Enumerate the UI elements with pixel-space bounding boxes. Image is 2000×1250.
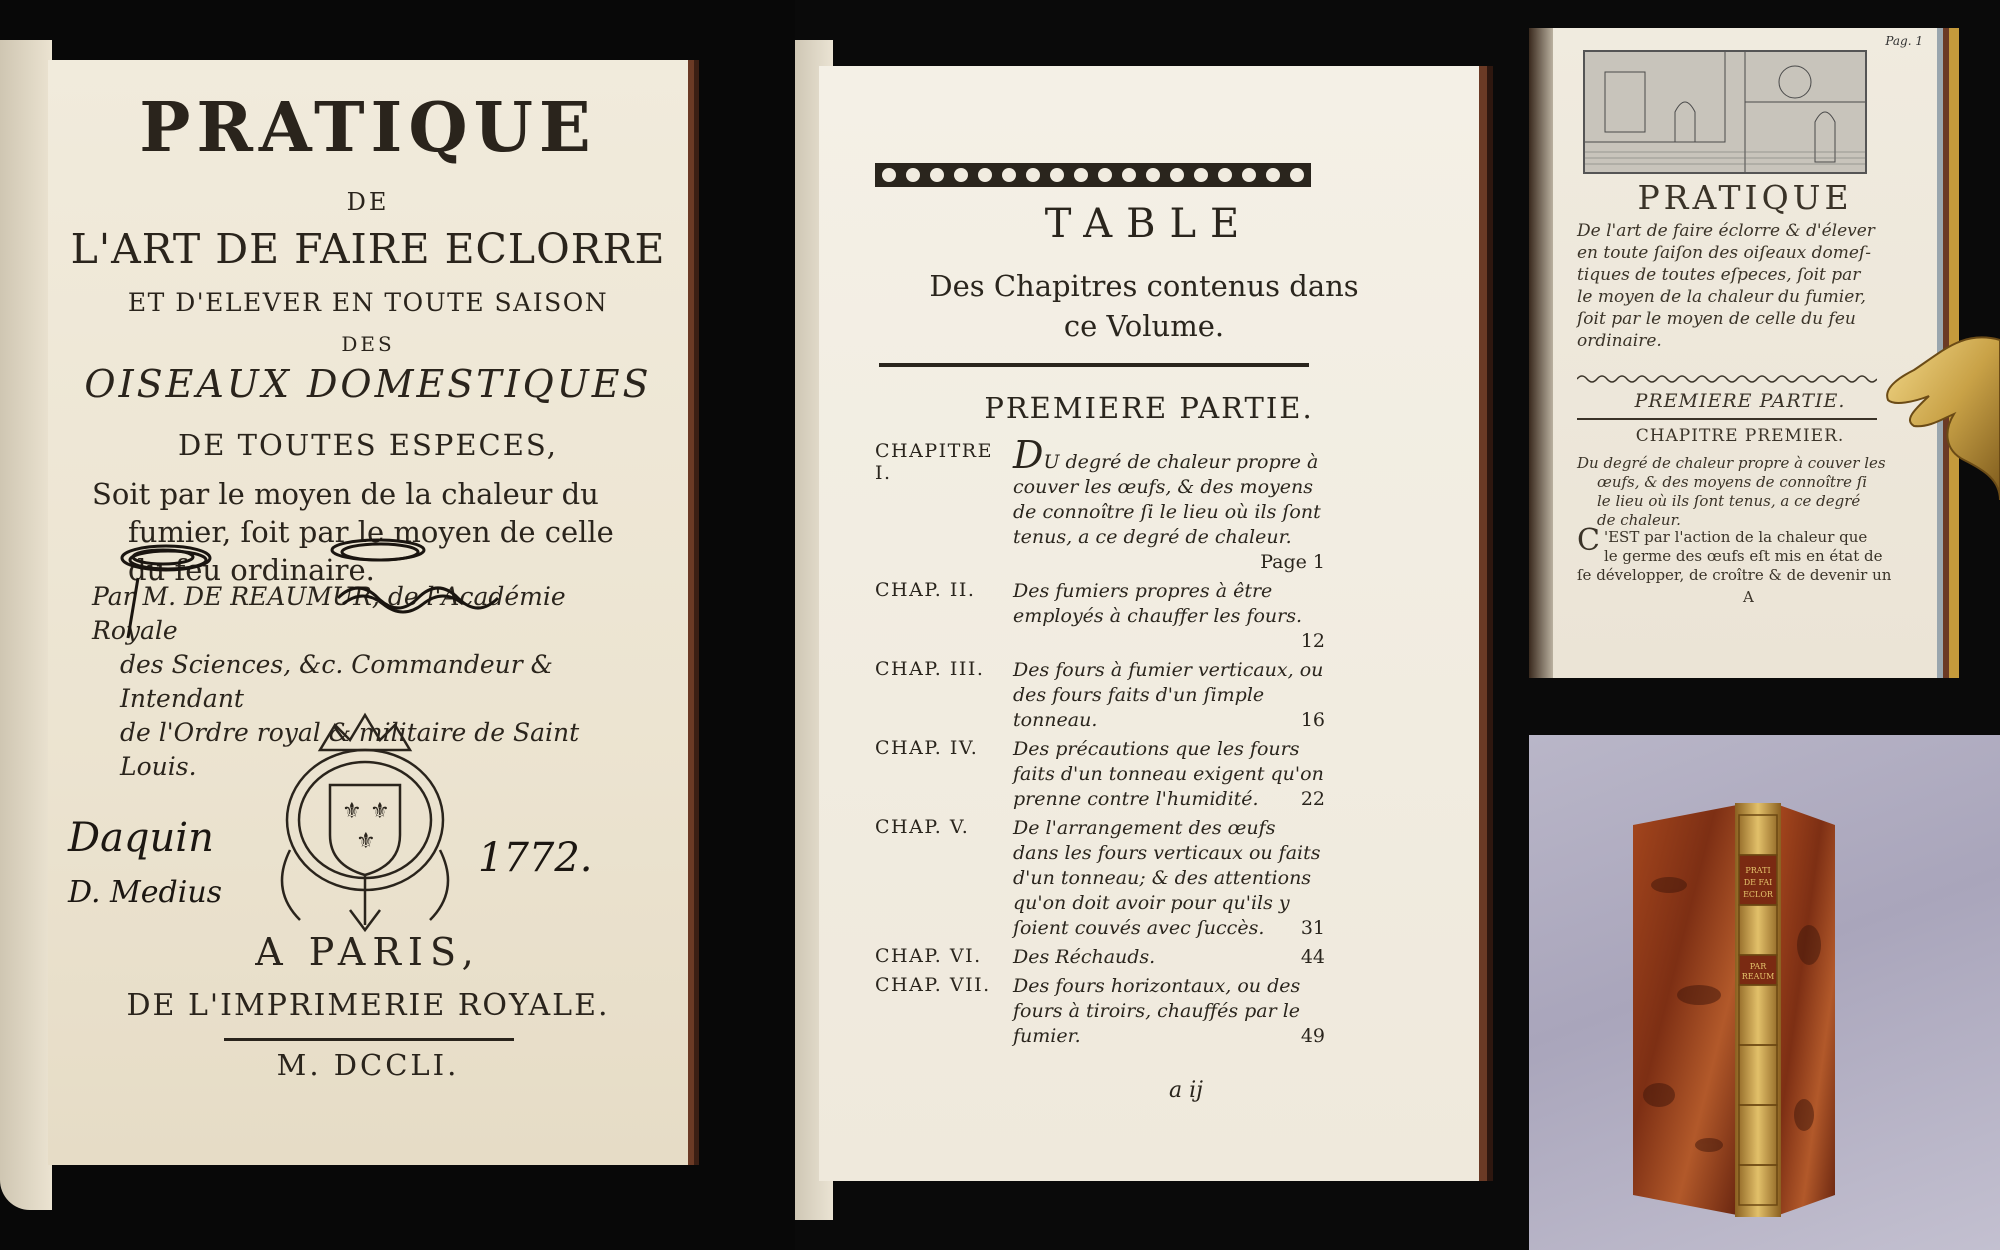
brass-hand-page-holder <box>1874 310 2000 510</box>
svg-text:⚜: ⚜ <box>342 799 362 824</box>
chapter-heading: CHAPITRE PREMIER. <box>1635 426 1845 446</box>
signature-mark: a ij <box>1169 1078 1203 1103</box>
chapter-entry <box>875 658 1325 733</box>
binding-photo <box>1529 735 2000 1250</box>
summary-line: le lieu où ils ſont tenus, a ce degré <box>1597 492 1861 510</box>
chapter-text <box>1013 433 1325 575</box>
svg-text:⚜: ⚜ <box>356 829 376 854</box>
chapter-entry <box>875 737 1325 812</box>
handwritten-year: 1772. <box>478 835 593 881</box>
chapter-page-title: PRATIQUE <box>1637 178 1853 217</box>
scribble-marks <box>108 538 528 648</box>
chapter-label: CHAP. III. <box>875 658 985 680</box>
chapter-text <box>1013 816 1325 941</box>
chapter-summary <box>1577 454 1903 530</box>
chapter-label: CHAP. VII. <box>875 974 991 996</box>
royal-arms-ornament <box>260 710 470 940</box>
chapter-entry <box>875 579 1325 654</box>
title-oiseaux-line: OISEAUX DOMESTIQUES <box>84 362 652 406</box>
chapter-page: Page 1 <box>1260 551 1325 573</box>
summary-line: de chaleur. <box>1597 511 1681 529</box>
drop-letter: D <box>1013 433 1044 477</box>
table-subheading <box>869 266 1419 346</box>
spine-title-label: PRATI <box>1745 866 1771 875</box>
heading-rule <box>879 363 1309 367</box>
chapter-label: CHAPITRE I. <box>875 440 993 484</box>
title-des: DES <box>341 332 395 356</box>
soit-line: fumier, ſoit par le moyen de celle <box>128 515 614 549</box>
soit-line: du feu ordinaire. <box>128 553 375 587</box>
chapter-label: CHAP. V. <box>875 816 970 838</box>
handwritten-title: D. Medius <box>68 875 223 910</box>
author-line: Par M. DE REAUMUR, de l'Académie Royale <box>92 582 566 645</box>
chapter-text <box>1013 945 1325 970</box>
spine-author-label: REAUM <box>1741 972 1775 981</box>
title-page <box>48 60 688 1165</box>
subheading-line: ce Volume. <box>1063 309 1225 343</box>
table-page-photo <box>795 0 1529 1250</box>
chapter-title: U degré de chaleur propre à couver les œufs, & des moyens de connoître ſi le lieu où ils ſont tenus, a ce degré de chaleur. <box>1013 451 1321 548</box>
chapter-label: CHAP. VI. <box>875 945 982 967</box>
soit-line: Soit par le moyen de la chaleur du <box>92 477 599 511</box>
chapter-label: CHAP. IV. <box>875 737 979 759</box>
imprint-rule <box>224 1038 514 1041</box>
body-line: le germe des œufs eſt mis en état de <box>1603 547 1883 565</box>
chapter-entry <box>875 974 1325 1049</box>
chapter-title: Des Réchauds. <box>1013 946 1156 968</box>
chapter-list <box>875 433 1325 1053</box>
author-line: des Sciences, &c. Commandeur & Intendant <box>120 650 553 713</box>
spine-title-label: DE FAI <box>1743 878 1773 887</box>
part-heading: PREMIERE PARTIE. <box>984 391 1314 425</box>
handwritten-name: Daquin <box>68 815 214 861</box>
imprint-printer: DE L'IMPRIMERIE ROYALE. <box>126 988 610 1023</box>
part-rule <box>1577 418 1877 420</box>
svg-text:⚜: ⚜ <box>370 799 390 824</box>
title-page-photo <box>0 0 795 1250</box>
table-page <box>819 66 1479 1181</box>
imprint-year: M. DCCLI. <box>276 1048 460 1082</box>
page-mark: Pag. 1 <box>1885 34 1923 48</box>
book-title: PRATIQUE <box>139 88 597 168</box>
chapter-title: Des fours horizontaux, ou des fours à tiroirs, chauffés par le fumier. <box>1013 975 1301 1047</box>
signature-mark: A <box>1743 588 1754 606</box>
spine-title-label: ECLOR <box>1743 890 1773 899</box>
chapter-title: Des précautions que les fours faits d'un tonneau exigent qu'on prenne contre l'humidité. <box>1013 738 1324 810</box>
subheading-line: Des Chapitres contenus dans <box>929 269 1359 303</box>
imprint-city: A PARIS, <box>255 930 481 974</box>
chapter-page: 22 <box>1300 788 1325 810</box>
ornament-rule <box>1577 373 1877 385</box>
chapter-page: 49 <box>1300 1025 1325 1047</box>
desc-line: ſoit par le moyen de celle du feu <box>1577 309 1856 329</box>
desc-line: ordinaire. <box>1577 331 1662 351</box>
title-elever-line: ET D'ELEVER EN TOUTE SAISON <box>127 288 609 317</box>
chapter-text <box>1013 658 1325 733</box>
chapter-entry <box>875 816 1325 941</box>
summary-line: Du degré de chaleur propre à couver les <box>1577 454 1886 472</box>
chapter-page-part: PREMIERE PARTIE. <box>1634 390 1846 412</box>
chapter-page-desc <box>1577 220 1903 352</box>
author-line: de l'Ordre royal & militaire de Saint Louis. <box>120 718 580 781</box>
spine-author-label: PAR <box>1749 962 1767 971</box>
title-art-line: L'ART DE FAIRE ECLORRE <box>70 225 666 273</box>
chapter-title: Des fumiers propres à être employés à chauffer les fours. <box>1013 580 1303 627</box>
body-line: ſe développer, de croître & de devenir un <box>1577 566 1892 584</box>
chapter-page-photo <box>1529 0 2000 735</box>
title-de: DE <box>346 188 390 216</box>
chapter-text <box>1013 737 1325 812</box>
headpiece-ornament <box>875 161 1311 189</box>
title-toutes-line: DE TOUTES ESPECES, <box>178 428 558 462</box>
leather-bound-book <box>1629 795 1839 1225</box>
chapter-entry <box>875 945 1325 970</box>
chapter-page: 16 <box>1300 709 1325 731</box>
body-line: 'EST par l'action de la chaleur que <box>1603 528 1868 546</box>
desc-line: tiques de toutes eſpeces, ſoit par <box>1577 265 1861 285</box>
chapter-text <box>1013 974 1325 1049</box>
chapter-body <box>1577 523 1903 585</box>
chapter-page: 44 <box>1300 946 1325 968</box>
chapter-page: 31 <box>1300 917 1325 939</box>
left-leaf <box>0 40 52 1210</box>
engraving-illustration <box>1583 50 1867 174</box>
chapter-label: CHAP. II. <box>875 579 976 601</box>
drop-capital: C <box>1577 523 1600 558</box>
chapter-entry <box>875 433 1325 575</box>
desc-line: le moyen de la chaleur du fumier, <box>1577 287 1866 307</box>
chapter-text <box>1013 579 1325 654</box>
table-heading: TABLE <box>1044 201 1254 247</box>
chapter-title: De l'arrangement des œufs dans les fours verticaux ou faits d'un tonneau; & des attentions qu'on doit avoir pour qu'ils y ſoient couvés avec ſuccès. <box>1013 817 1321 939</box>
chapter-title: Des fours à fumier verticaux, ou des fours faits d'un ſimple tonneau. <box>1013 659 1324 731</box>
desc-line: De l'art de faire éclorre & d'élever <box>1577 221 1875 241</box>
desc-line: en toute ſaiſon des oiſeaux domeſ- <box>1577 243 1871 263</box>
chapter-page: 12 <box>1300 630 1325 652</box>
summary-line: œufs, & des moyens de connoître ſi <box>1597 473 1868 491</box>
